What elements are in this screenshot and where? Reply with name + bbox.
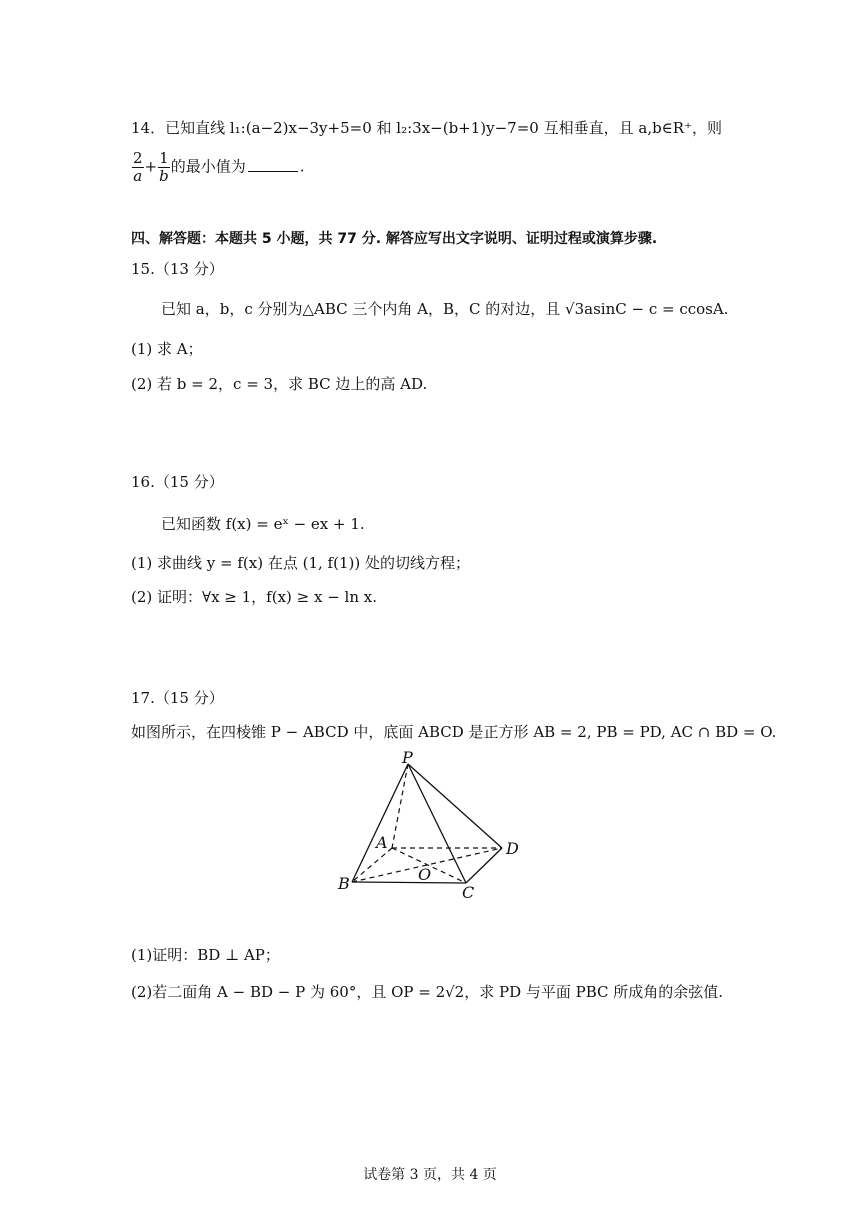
q14-line2: [131, 150, 305, 185]
q14-plus-sign: +: [144, 157, 158, 176]
q17-part1: (1)证明：BD ⊥ AP；: [131, 946, 280, 964]
q14-line1: 14．已知直线 l₁:(a−2)x−3y+5=0 和 l₂:3x−(b+1)y−7=0 互相垂直，且 a,b∈R⁺，则: [131, 119, 723, 137]
edge-CD: [466, 848, 502, 883]
q16-stem: 已知函数 f(x) = eˣ − ex + 1.: [161, 515, 365, 533]
q14-line2-text: 的最小值为: [170, 157, 246, 176]
q15-header: 15.（13 分）: [131, 260, 224, 278]
q16-header: 16.（15 分）: [131, 473, 224, 491]
q14-frac2-denominator: b: [159, 167, 169, 185]
edge-PC: [408, 764, 466, 883]
pyramid-figure: [330, 750, 530, 900]
edge-PD: [408, 764, 502, 848]
q16-part2: (2) 证明：∀x ≥ 1，f(x) ≥ x − ln x.: [131, 588, 378, 606]
q14-period: .: [299, 157, 305, 176]
q17-stem: 如图所示，在四棱锥 P − ABCD 中，底面 ABCD 是正方形 AB = 2, PB = PD, AC ∩ BD = O.: [131, 723, 777, 741]
q14-fraction-2-over-a: [132, 150, 144, 185]
section-4-heading: 四、解答题：本题共 5 小题，共 77 分. 解答应写出文字说明、证明过程或演算步骤.: [131, 231, 658, 247]
label-O: O: [418, 865, 432, 884]
label-D: D: [506, 839, 519, 858]
q14-frac2-numerator: 1: [159, 149, 169, 167]
q15-part1: (1) 求 A；: [131, 340, 203, 358]
label-B: B: [338, 874, 350, 893]
q16-part1: (1) 求曲线 y = f(x) 在点 (1, f(1)) 处的切线方程；: [131, 554, 470, 572]
label-C: C: [462, 883, 475, 900]
page-footer: 试卷第 3 页，共 4 页: [363, 1167, 497, 1183]
q15-part2: (2) 若 b = 2，c = 3，求 BC 边上的高 AD.: [131, 375, 428, 393]
q17-header: 17.（15 分）: [131, 689, 224, 707]
q14-fraction-1-over-b: [158, 150, 170, 185]
q17-part2: (2)若二面角 A − BD − P 为 60°，且 OP = 2√2，求 PD 与平面 PBC 所成角的余弦值.: [131, 983, 724, 1001]
edge-PB: [352, 764, 408, 882]
q14-frac1-numerator: 2: [133, 149, 143, 167]
label-A: A: [376, 833, 388, 852]
label-P: P: [402, 750, 413, 767]
edge-PA: [392, 764, 408, 848]
q14-answer-blank: [248, 157, 298, 172]
q15-stem: 已知 a，b，c 分别为△ABC 三个内角 A，B，C 的对边，且 √3asinC − c = ccosA.: [161, 300, 729, 318]
q14-frac1-denominator: a: [133, 167, 143, 185]
edge-BC: [352, 882, 466, 883]
